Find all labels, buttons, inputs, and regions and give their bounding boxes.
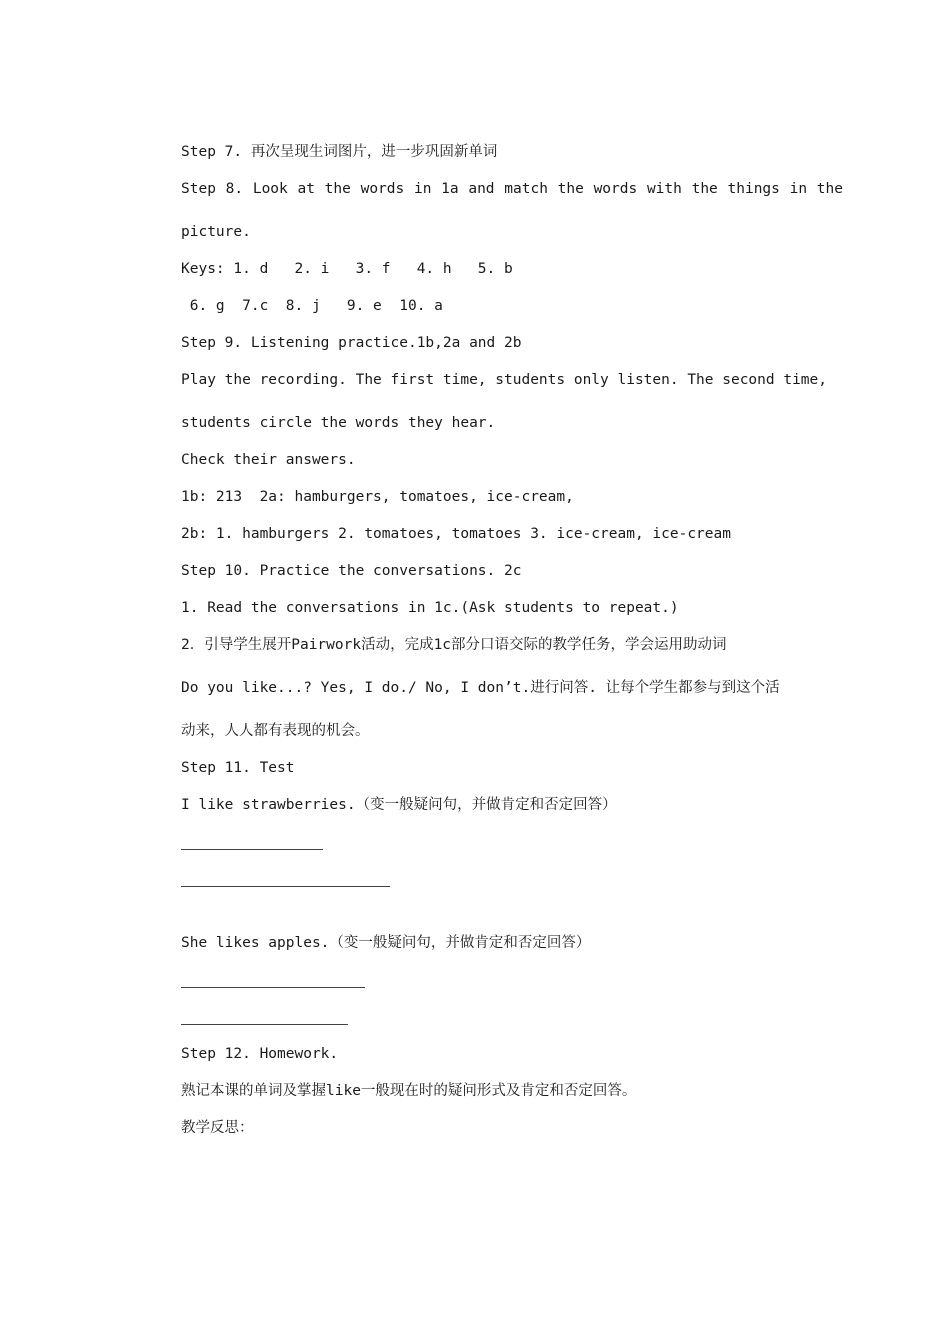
test-item-2: She likes apples.（变一般疑问句，并做肯定和否定回答） [181,935,591,951]
read-conversations-text: 1. Read the conversations in 1c.(Ask students to repeat.) [181,600,679,616]
step-8-text: Step 8. Look at the words in 1a and match the words with the things in the [181,181,844,197]
answer-blank-1a [181,849,323,850]
test-item-1: I like strawberries.（变一般疑问句，并做肯定和否定回答） [181,797,617,813]
pairwork-guide-end: 动来，人人都有表现的机会。 [181,723,370,739]
keys-line-2: 6. g 7.c 8. j 9. e 10. a [181,298,443,314]
keys-line-1: Keys: 1. d 2. i 3. f 4. h 5. b [181,261,513,277]
answers-2b: 2b: 1. hamburgers 2. tomatoes, tomatoes 3. ice-cream, ice-cream [181,526,731,542]
check-answers-text: Check their answers. [181,452,356,468]
answer-blank-1b [181,886,390,887]
step-7-text: Step 7. 再次呈现生词图片，进一步巩固新单词 [181,144,498,160]
step-11-text: Step 11. Test [181,760,295,776]
step-9-text: Step 9. Listening practice.1b,2a and 2b [181,335,522,351]
pairwork-guide-continuation: Do you like...? Yes, I do./ No, I don’t.进行问答. 让每个学生都参与到这个活 [181,680,780,696]
answer-blank-2a [181,987,365,988]
step-12-text: Step 12. Homework. [181,1046,339,1062]
play-recording-continuation: students circle the words they hear. [181,415,496,431]
step-8-continuation: picture. [181,224,251,240]
reflection-heading: 教学反思： [181,1120,254,1136]
answer-blank-2b [181,1024,348,1025]
pairwork-guide-text: 2．引导学生展开Pairwork活动，完成1c部分口语交际的教学任务，学会运用助动词 [181,637,727,653]
play-recording-text: Play the recording. The first time, students only listen. The second time, [181,372,828,388]
step-10-text: Step 10. Practice the conversations. 2c [181,563,522,579]
homework-text: 熟记本课的单词及掌握like一般现在时的疑问形式及肯定和否定回答。 [181,1083,637,1099]
answers-1b-2a: 1b: 213 2a: hamburgers, tomatoes, ice-cream, [181,489,574,505]
